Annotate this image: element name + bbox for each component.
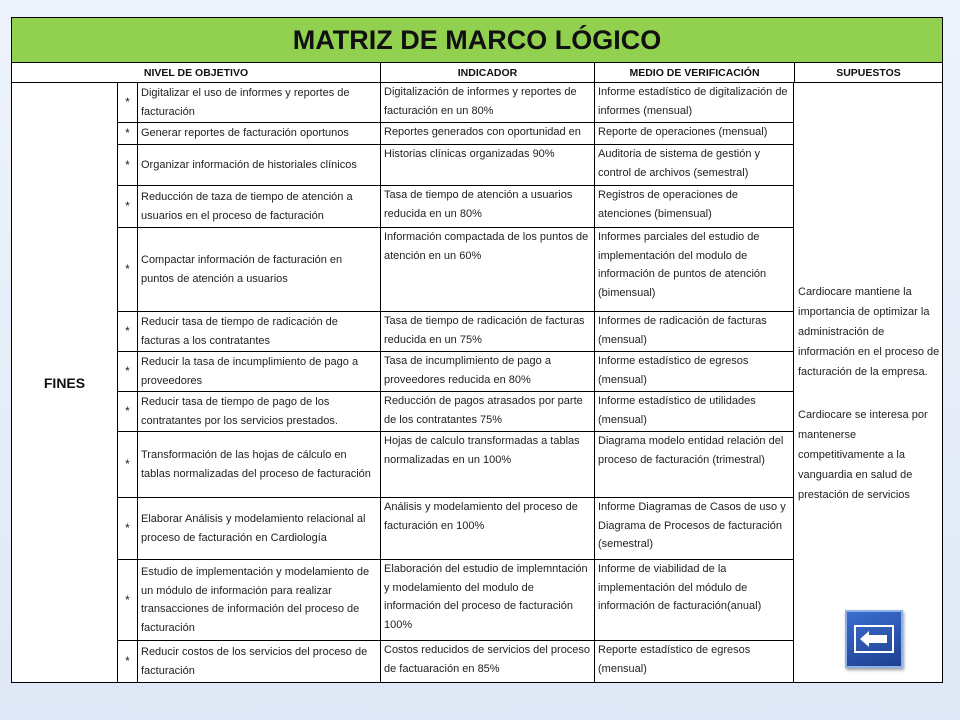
medio-cell: Informe estadístico de egresos (mensual) [595,352,794,391]
level-label: FINES [12,83,118,682]
table-row [118,560,794,641]
indicador-cell: Historias clínicas organizadas 90% [381,145,595,185]
bullet-marker: * [118,186,138,227]
bullet-marker: * [118,498,138,559]
medio-cell: Informe estadístico de digitalización de informes (mensual) [595,83,794,122]
objetivo-cell: Reducir tasa de tiempo de pago de los contratantes por los servicios prestados. [141,396,338,427]
indicador-cell: Tasa de incumplimiento de pago a proveedores reducida en 80% [381,352,595,391]
header-row [12,63,942,83]
objetivo-cell: Transformación de las hojas de cálculo en tablas normalizadas del proceso de facturación [141,449,371,480]
bullet-marker: * [118,312,138,351]
header-indicador: INDICADOR [381,63,595,82]
table-row [118,145,794,186]
objetivo-cell-wrap [138,392,381,431]
objetivo-cell: Organizar información de historiales clínicos [141,158,357,171]
objetivo-cell-wrap [138,498,381,559]
medio-cell: Informes parciales del estudio de implementación del modulo de información de puntos de atención (bimensual) [595,228,794,311]
medio-cell: Reporte estadístico de egresos (mensual) [595,641,794,682]
objetivo-cell-wrap [138,83,381,122]
bullet-marker: * [118,228,138,311]
indicador-cell: Reducción de pagos atrasados por parte de los contratantes 75% [381,392,595,431]
back-button[interactable] [845,610,903,668]
table-row [118,641,794,682]
objetivo-cell-wrap [138,352,381,391]
header-supuestos: SUPUESTOS [836,66,901,79]
objetivo-cell-wrap [138,432,381,497]
bullet-marker: * [118,83,138,122]
table-row [118,392,794,432]
table-row [118,186,794,228]
medio-cell: Informe de viabilidad de la implementación del módulo de información de facturación(anual) [595,560,794,640]
medio-cell: Diagrama modelo entidad relación del proceso de facturación (trimestral) [595,432,794,497]
objetivo-cell: Reducción de taza de tiempo de atención a usuarios en el proceso de facturación [141,191,353,222]
header-objetivo: NIVEL DE OBJETIVO [12,63,381,82]
back-arrow-icon [854,625,894,653]
table-title: MATRIZ DE MARCO LÓGICO [12,18,942,63]
objetivo-cell: Reducir costos de los servicios del proceso de facturación [141,646,368,677]
objetivo-cell-wrap [138,228,381,311]
indicador-cell: Digitalización de informes y reportes de facturación en un 80% [381,83,595,122]
table-row [118,352,794,392]
indicador-cell: Costos reducidos de servicios del proceso de factuaración en 85% [381,641,595,682]
bullet-marker: * [118,392,138,431]
bullet-marker: * [118,145,138,185]
objetivo-cell: Compactar información de facturación en puntos de atención a usuarios [141,254,343,285]
indicador-cell: Hojas de calculo transformadas a tablas normalizadas en un 100% [381,432,595,497]
table-row [118,123,794,145]
table-row [118,312,794,352]
objetivo-cell: Elaborar Análisis y modelamiento relacional al proceso de facturación en Cardiología [141,513,366,544]
objetivo-cell: Reducir la tasa de incumplimiento de pago a proveedores [141,356,359,387]
objetivo-cell: Estudio de implementación y modelamiento de un módulo de información para realizar transacciones de información del proceso de facturación [141,566,370,634]
logframe-table [11,17,943,683]
medio-cell: Auditoria de sistema de gestión y control de archivos (semestral) [595,145,794,185]
table-row [118,498,794,560]
objetivo-cell-wrap [138,123,381,144]
objetivo-cell-wrap [138,312,381,351]
objetivo-cell-wrap [138,560,381,640]
indicador-cell: Reportes generados con oportunidad en [381,123,595,144]
indicador-cell: Información compactada de los puntos de atención en un 60% [381,228,595,311]
indicador-cell: Tasa de tiempo de radicación de facturas reducida en un 75% [381,312,595,351]
supuestos-cell [795,83,942,682]
objetivo-cell: Generar reportes de facturación oportunos [141,127,349,140]
objetivo-cell-wrap [138,145,381,185]
bullet-marker: * [118,641,138,682]
objetivo-cell-wrap [138,186,381,227]
objetivo-cell: Reducir tasa de tiempo de radicación de facturas a los contratantes [141,316,338,347]
header-medio: MEDIO DE VERIFICACIÓN [595,63,795,82]
objetivo-cell: Digitalizar el uso de informes y reportes de facturación [141,87,350,118]
medio-cell: Informe estadístico de utilidades (mensual) [595,392,794,431]
medio-cell: Reporte de operaciones (mensual) [595,123,794,144]
bullet-marker: * [118,352,138,391]
bullet-marker: * [118,432,138,497]
supuesto-text: Cardiocare se interesa por mantenerse competitivamente a la vanguardia en salud de prestación de servicios [798,409,928,501]
indicador-cell: Elaboración del estudio de implemntación y modelamiento del modulo de información del proceso de facturación 100% [381,560,595,640]
objetivo-cell-wrap [138,641,381,682]
supuesto-text: Cardiocare mantiene la importancia de optimizar la administración de información en el proceso de facturación de la empresa. [798,286,940,378]
indicador-cell: Análisis y modelamiento del proceso de facturación en 100% [381,498,595,559]
table-row [118,432,794,498]
medio-cell: Informe Diagramas de Casos de uso y Diagrama de Procesos de facturación (semestral) [595,498,794,559]
indicador-cell: Tasa de tiempo de atención a usuarios reducida en un 80% [381,186,595,227]
bullet-marker: * [118,123,138,144]
medio-cell: Registros de operaciones de atenciones (bimensual) [595,186,794,227]
table-row [118,228,794,312]
table-row [118,83,794,123]
medio-cell: Informes de radicación de facturas (mensual) [595,312,794,351]
bullet-marker: * [118,560,138,640]
